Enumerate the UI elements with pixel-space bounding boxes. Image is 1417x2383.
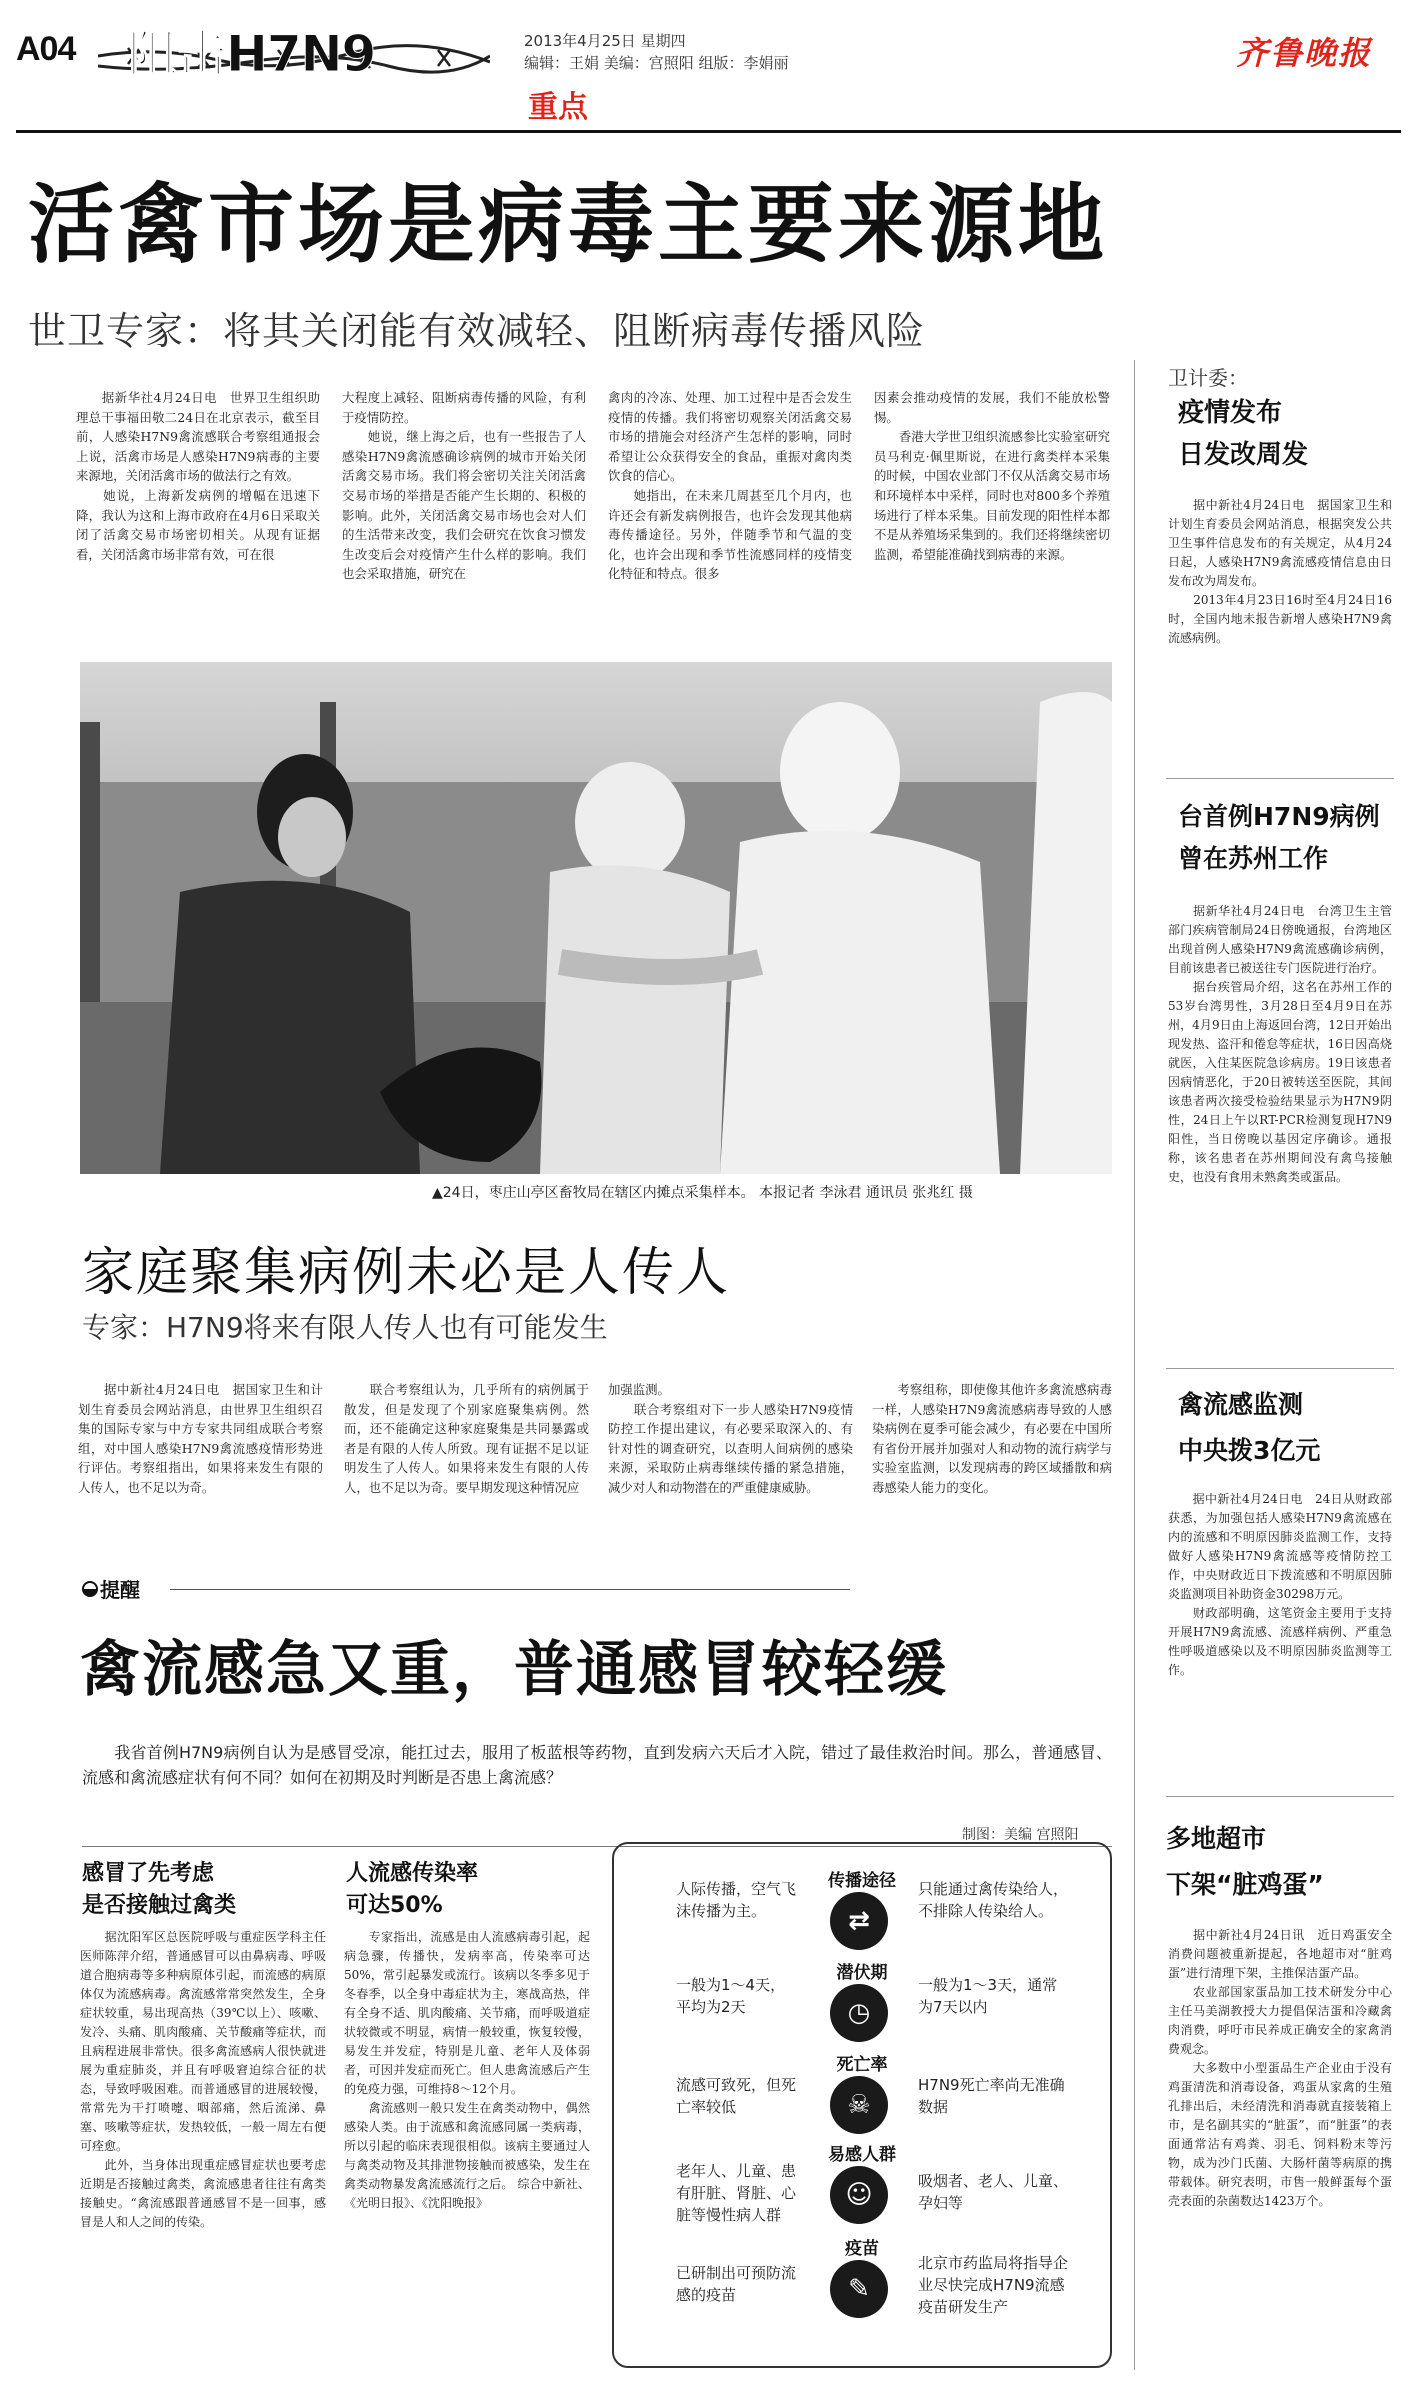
transmission-icon: ⇄: [830, 1892, 888, 1950]
lead-col-2: 大程度上减轻、阻断病毒传播的风险，有利于疫情防控。 她说，继上海之后，也有一些报告了人感染H7N9禽流感确诊病例的城市开始关闭活禽交易市场。我们将会密切关注关闭活禽交易市场的举措是否能产生长期的、积极的影响。此外，关闭活禽交易市场也会对人们的生活带来改变，我们会研究在饮食习惯发生改变后会对疫情产生什么样的影响。我们也会采取措施，研究在: [342, 390, 586, 582]
news-photo: [80, 662, 1112, 1174]
label-incubation: 潜伏期: [836, 1963, 888, 1983]
human-vaccine-text: 已研制出可预防流感的疫苗: [676, 2264, 797, 2304]
lead-headline: 活禽市场是病毒主要来源地: [28, 175, 1108, 275]
sidebar-s1-text: 据中新社4月24日电 据国家卫生和计划生育委员会网站消息，根据突发公共卫生事件信息发布的有关规定，从4月24日起，人感染H7N9禽流感疫情信息由日发布改为周发布。 2013年4月23日16时至4月24日16时，全国内地未报告新增人感染H7N9禽流感病例。: [1168, 498, 1392, 645]
family-col-3: 加强监测。 联合考察组对下一步人感染H7N9疫情防控工作提出建议，有必要采取深入的、有针对性的调查研究，以查明人间病例的感染来源，采取防止病毒继续传播的紧急措施，减少对人和动物潜在的严重健康威胁。: [608, 1382, 853, 1495]
sub2-heading: 人流感传染率 可达50%: [346, 1861, 479, 1918]
sidebar-s4-title: 多地超市 下架“脏鸡蛋”: [1166, 1824, 1324, 1899]
family-col-1: 据中新社4月24日电 据国家卫生和计划生育委员会网站消息，由世界卫生组织召集的国际专家与中方专家共同组成联合考察组，对中国人感染H7N9禽流感疫情形势进行评估。考察组指出，如果将来发生有限的人传人，也不足以为奇。: [78, 1382, 323, 1495]
section-title: [128, 24, 375, 84]
avian-mortality-text: H7N9死亡率尚无准确数据: [918, 2076, 1065, 2116]
reminder-headline: 禽流感急又重，普通感冒较轻缓: [80, 1635, 948, 1705]
sidebar-divider: [1134, 360, 1135, 2370]
human-incubation-text: 一般为1～4天，平均为2天: [676, 1976, 786, 2016]
section-title-text: 阻击H7N9: [128, 25, 376, 83]
label-vaccine: 疫苗: [845, 2239, 879, 2259]
syringe-icon: ✎: [830, 2260, 888, 2318]
family-subhead: 专家：H7N9将来有限人传人也有可能发生: [82, 1311, 608, 1344]
masthead-rule: [16, 130, 1401, 133]
sidebar-s2-text: 据新华社4月24日电 台湾卫生主管部门疾病管制局24日傍晚通报，台湾地区出现首例人感染H7N9禽流感确诊病例，目前该患者已被送往专门医院进行治疗。 据台疾管局介绍，这名在苏州工作的53岁台湾男性，3月28日至4月9日在苏州，4月9日由上海返回台湾，12日开始出现发热、盗汗和倦怠等症状，16日因高烧就医，入住某医院急诊病房。19日该患者因病情恶化，于20日被转送至医院，其间该患者两次接受检验结果显示为H7N9阴性，24日上午以RT-PCR检测复现H7N9阳性，当日傍晚以基因定序确诊。通报称，该名患者在苏州期间没有禽鸟接触史，也没有食用未熟禽类或蛋品。: [1168, 904, 1392, 1184]
photo-scene-illustration: [80, 662, 1112, 1174]
paper-name-logo: 齐鲁晚报: [1236, 34, 1373, 72]
staff-line: 编辑：王娟 美编：宫照阳 组版：李娟丽: [524, 54, 789, 72]
page-number: A04: [16, 30, 76, 68]
people-icon: ☺: [830, 2166, 888, 2224]
sub1-heading: 感冒了先考虑 是否接触过禽类: [82, 1861, 237, 1918]
family-headline: 家庭聚集病例未必是人传人: [82, 1243, 731, 1303]
skull-icon: ☠: [830, 2076, 888, 2134]
sidebar-rule-1: [1166, 778, 1394, 779]
avian-incubation-text: 一般为1～3天，通常为7天以内: [918, 1976, 1058, 2016]
reminder-tag: [82, 1574, 140, 1603]
human-transmission-text: 人际传播，空气飞沫传播为主。: [676, 1880, 797, 1920]
avian-vaccine-text: 北京市药监局将指导企业尽快完成H7N9流感疫苗研发生产: [918, 2254, 1069, 2316]
lead-col-1: 据新华社4月24日电 世界卫生组织助理总干事福田敬二24日在北京表示，截至目前，人感染H7N9禽流感联合考察组通报会上说，活禽市场是人感染H7N9病毒的主要来源地，关闭活禽市场的做法行之有效。 她说，上海新发病例的增幅在迅速下降，我认为这和上海市政府在4月6日采取关闭了活禽交易市场密切相关。从现有证据看，关闭活禽市场非常有效，可在很: [76, 390, 320, 562]
sub2-text: 专家指出，流感是由人流感病毒引起，起病急骤，传播快，发病率高，传染率可达50%，常引起暴发或流行。该病以冬季多见于冬春季，以全身中毒症状为主，寒战高热，伴有全身不适、肌肉酸痛、关节痛，而呼吸道症状较微或不明显，病情一般较重，恢复较慢，易发生并发症，特别是儿童、老年人及体弱者，可因并发症而死亡。但人患禽流感后产生的免疫力强，可维持8～12个月。 禽流感则一般只发生在禽类动物中，偶然感染人类。由于流感和禽流感同属一类病毒，所以引起的临床表现很相似。该病主要通过人与禽类动物及其排泄物接触而被感染，发生在禽类动物暴发禽流感流行之后。 综合中新社、《光明日报》、《沈阳晚报》: [344, 1930, 590, 2210]
sidebar-s3-text: 据中新社4月24日电 24日从财政部获悉，为加强包括人感染H7N9禽流感在内的流感和不明原因肺炎监测工作，支持做好人感染H7N9禽流感等疫情防控工作，中央财政近日下拨流感和不明原因肺炎监测项目补助资金30298万元。 财政部明确，这笔资金主要用于支持开展H7N9禽流感、流感样病例、严重急性呼吸道感染以及不明原因肺炎监测等工作。: [1168, 1492, 1392, 1677]
reminder-intro: 我省首例H7N9病例自认为是感冒受凉，能扛过去，服用了板蓝根等药物，直到发病六天后才入院，错过了最佳救治时间。那么，普通感冒、流感和禽流感症状有何不同？如何在初期及时判断是否患上禽流感？: [82, 1743, 1112, 1787]
reminder-rule: [170, 1589, 850, 1590]
family-col-2: 联合考察组认为，几乎所有的病例属于散发，但是发现了个别家庭聚集病例。然而，还不能确定这种家庭聚集是共同暴露或者是有限的人传人所致。现有证据不足以证明发生了人传人。如果将来发生有限的人传人，也不足以为奇。要早期发现这种情况应: [344, 1382, 589, 1495]
sub1-text: 据沈阳军区总医院呼吸与重症医学科主任医师陈萍介绍，普通感冒可以由鼻病毒、呼吸道合胞病毒等多种病原体引起，而流感的病原体仅为流感病毒。禽流感常常突然发生，全身症状较重，易出现高热（39℃以上）、咳嗽、发冷、头痛、肌肉酸痛、关节酸痛等症状，而且病程进展非常快。很多禽流感病人很快就进展为重症肺炎，并且有呼吸窘迫综合征的状态，导致呼吸困难。而普通感冒的进展较慢，常常先为干打喷嚏、咽部痛，然后流涕、鼻塞、咳嗽等症状，发热较低，一般一周左右便可痊愈。 此外，当身体出现重症感冒症状也要考虑近期是否接触过禽类，禽流感患者往往有禽类接触史。“禽流感跟普通感冒不是一回事，感冒是人和人之间的传染。: [80, 1930, 326, 2229]
label-transmission: 传播途径: [828, 1871, 896, 1891]
family-col-4: 考察组称，即使像其他许多禽流感病毒一样，人感染H7N9禽流感病毒导致的人感染病例在夏季可能会减少，有必要在中国所有省份开展并加强对人和动物的流行病学与实验室监测，以发现病毒的跨区域播散和病毒感染人能力的变化。: [872, 1382, 1112, 1495]
reminder-tag-icon: [82, 1581, 98, 1597]
section-tag: 重点: [528, 90, 588, 125]
reminder-tag-label: 提醒: [100, 1578, 140, 1602]
sidebar-s1-title: 疫情发布 日发改周发: [1178, 398, 1309, 470]
label-mortality: 死亡率: [836, 2055, 888, 2075]
graphic-credit: 制图：美编 宫照阳: [962, 1827, 1079, 1843]
human-susceptible-text: 老年人、儿童、患有肝脏、肾脏、心脏等慢性病人群: [676, 2162, 797, 2224]
sidebar-s3-title: 禽流感监测 中央拨3亿元: [1178, 1390, 1321, 1465]
sidebar-kicker: 卫计委：: [1168, 366, 1248, 390]
photo-caption: ▲24日，枣庄山亭区畜牧局在辖区内摊点采集样本。 本报记者 李泳君 通讯员 张兆红 摄: [432, 1185, 973, 1201]
sidebar-s2-title: 台首例H7N9病例 曾在苏州工作: [1178, 802, 1380, 873]
avian-susceptible-text: 吸烟者、老人、儿童、孕妇等: [918, 2172, 1069, 2212]
date-line: 2013年4月25日 星期四: [524, 32, 686, 50]
lead-col-4: 因素会推动疫情的发展，我们不能放松警惕。 香港大学世卫组织流感参比实验室研究员马利克·佩里斯说，在进行禽类样本采集的时候，中国农业部门不仅从活禽交易市场和环境样本中采样，同时也对800多个养殖场进行了样本采集。目前发现的阳性样本都不是从养殖场采集到的。我们还将继续密切监测，希望能准确找到病毒的来源。: [874, 390, 1110, 562]
human-mortality-text: 流感可致死，但死亡率较低: [676, 2076, 797, 2116]
sidebar-rule-3: [1166, 1796, 1394, 1797]
sidebar-rule-2: [1166, 1368, 1394, 1369]
sidebar-s4-text: 据中新社4月24日讯 近日鸡蛋安全消费问题被重新提起，各地超市对“脏鸡蛋”进行清理下架，主推保洁蛋产品。 农业部国家蛋品加工技术研发分中心主任马美湖教授大力提倡保洁蛋和冷藏禽肉消费，呼吁市民养成正确安全的家禽消费观念。 大多数中小型蛋品生产企业由于没有鸡蛋清洗和消毒设备，鸡蛋从家禽的生殖孔排出后，未经清洗和消毒就直接装箱上市，是名副其实的“脏蛋”，而“脏蛋”的表面通常沾有鸡粪、羽毛、饲料粉末等污物，成为沙门氏菌、大肠杆菌等病原的携带载体。研究表明，市售一般鲜蛋每个蛋壳表面的杂菌数达1423万个。: [1168, 1928, 1392, 2208]
lead-col-3: 禽肉的冷冻、处理、加工过程中是否会发生疫情的传播。我们将密切观察关闭活禽交易市场的措施会对经济产生怎样的影响，同时希望让公众获得安全的食品，重振对禽肉类饮食的信心。 她指出，在未来几周甚至几个月内，也许还会有新发病例报告，也许会发现其他病毒传播途径。另外，伴随季节和气温的变化，也许会出现和季节性流感同样的疫情变化特征和特点。很多: [608, 390, 852, 582]
lead-subhead: 世卫专家：将其关闭能有效减轻、阻断病毒传播风险: [28, 309, 926, 353]
label-susceptible: 易感人群: [828, 2145, 896, 2165]
clock-icon: ◷: [830, 1984, 888, 2042]
avian-transmission-text: 只能通过禽传染给人，不排除人传染给人。: [918, 1880, 1069, 1920]
